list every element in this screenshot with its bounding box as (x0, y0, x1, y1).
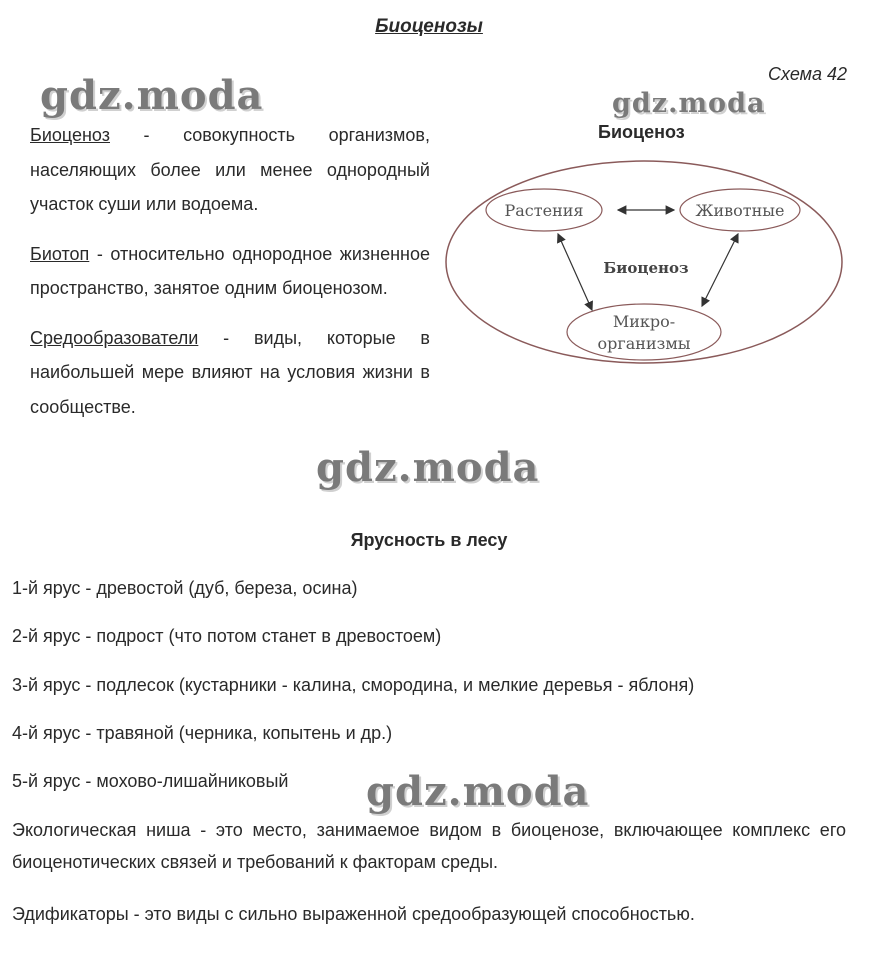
tier-3: 3-й ярус - подлесок (кустарники - калина, смородина, и мелкие деревья - яблоня) (12, 675, 695, 695)
animals-label: Животные (695, 201, 785, 220)
arrow-plants-micro (558, 234, 592, 310)
watermark: gdz.moda (40, 72, 264, 119)
plants-label: Растения (504, 201, 584, 220)
diagram-title: Биоценоз (598, 122, 685, 142)
definitions-block (30, 118, 430, 439)
biocenosis-diagram (440, 150, 850, 370)
term-environment-formers: Средообразователи (30, 327, 199, 348)
micro-label-line2: организмы (597, 334, 691, 353)
edificators-text: Эдификаторы - это виды с сильно выраженной средообразующей способностью. (12, 904, 695, 924)
watermark: gdz.moda (316, 444, 540, 491)
tiers-title: Ярусность в лесу (350, 530, 508, 550)
micro-label-line1: Микро- (612, 312, 676, 331)
tier-4: 4-й ярус - травяной (черника, копытень и др.) (12, 723, 393, 743)
definition-biocenosis-text: - совокупность организмов, населяющих более или менее однородный участок суши или водоема. (30, 125, 430, 214)
term-biotope: Биотоп (30, 243, 90, 264)
center-label: Биоценоз (603, 259, 689, 277)
scheme-label: Схема 42 (768, 64, 847, 84)
page-title: Биоценозы (375, 16, 483, 37)
tier-1: 1-й ярус - древостой (дуб, береза, осина) (12, 578, 358, 598)
definition-biocenosis (30, 118, 430, 222)
arrow-animals-micro (702, 234, 738, 306)
watermark: gdz.moda (366, 768, 590, 815)
definition-environment-formers (30, 321, 430, 425)
definition-environment-formers-text: - виды, которые в наибольшей мере влияют на условия жизни в сообществе. (30, 327, 430, 417)
watermark: gdz.moda (612, 88, 766, 119)
definition-biotope-text: - относительно однородное жизненное пространство, занятое одним биоценозом. (30, 243, 430, 298)
ecological-niche-text: Экологическая ниша - это место, занимаемое видом в биоценозе, включающее комплекс его биоценотических связей и требований к факторам среды. (12, 820, 846, 872)
term-biocenosis: Биоценоз (30, 125, 110, 145)
tier-5: 5-й ярус - мохово-лишайниковый (12, 771, 289, 791)
tier-2: 2-й ярус - подрост (что потом станет в древостоем) (12, 626, 442, 646)
definition-biotope (30, 237, 430, 306)
